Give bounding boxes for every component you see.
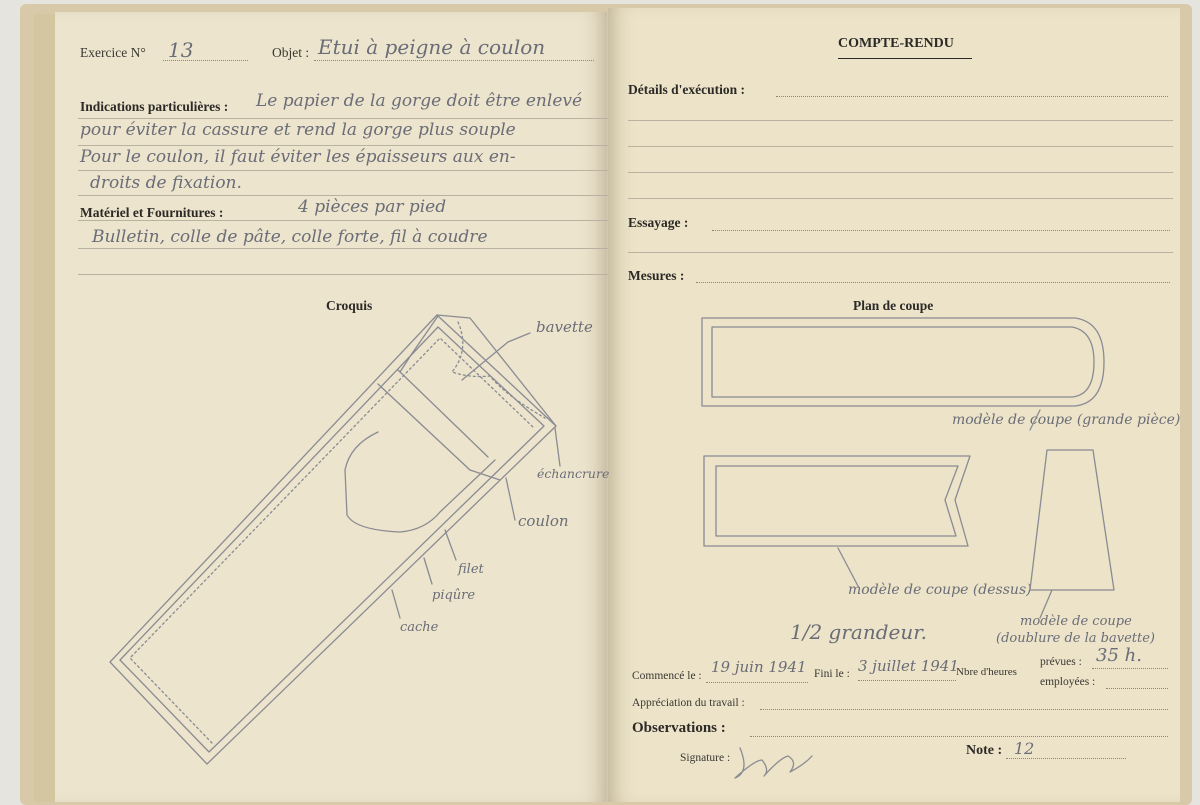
object-value: Etui à peigne à coulon — [318, 35, 546, 59]
materiel-line-1: 4 pièces par pied — [298, 197, 447, 217]
exercise-number: 13 — [168, 38, 194, 62]
plan-de-coupe-label: Plan de coupe — [853, 298, 934, 313]
exercise-label: Exercice N° — [80, 45, 146, 60]
dessus-piece-sketch — [704, 456, 970, 586]
essayage-label: Essayage : — [628, 215, 689, 230]
fini-value: 3 juillet 1941 — [858, 657, 959, 675]
commence-value: 19 juin 1941 — [711, 658, 807, 676]
indications-line-2: pour éviter la cassure et rend la gorge plus souple — [80, 120, 516, 140]
doublure-piece-sketch — [1030, 450, 1114, 618]
materiel-label: Matériel et Fournitures : — [80, 205, 224, 220]
indications-line-1: Le papier de la gorge doit être enlevé — [256, 91, 583, 111]
fini-label: Fini le : — [814, 668, 850, 680]
observations-label: Observations : — [632, 720, 726, 736]
heures-label: Nbre d'heures — [956, 666, 1017, 678]
croquis-label: Croquis — [326, 298, 373, 313]
details-label: Détails d'exécution : — [628, 82, 745, 97]
label-echancrure: échancrure — [537, 466, 610, 481]
indications-label: Indications particulières : — [80, 99, 229, 114]
label-piqure: piqûre — [432, 588, 476, 603]
note-label: Note : — [966, 743, 1003, 758]
label-filet: filet — [458, 562, 484, 577]
label-bavette: bavette — [536, 318, 593, 336]
label-coulon: coulon — [518, 512, 569, 530]
indications-line-4: droits de fixation. — [90, 173, 242, 193]
prevues-label: prévues : — [1040, 656, 1082, 668]
piece-label-dessus: modèle de coupe (dessus) — [848, 582, 1032, 598]
piece-label-doublure-1: modèle de coupe — [1020, 614, 1132, 629]
signature-label: Signature : — [680, 752, 731, 764]
object-label: Objet : — [272, 45, 310, 60]
mesures-label: Mesures : — [628, 268, 685, 283]
indications-line-3: Pour le coulon, il faut éviter les épaisseurs aux en- — [80, 147, 516, 167]
commence-label: Commencé le : — [632, 670, 702, 682]
large-piece-sketch — [702, 318, 1104, 430]
label-cache: cache — [400, 620, 439, 635]
piece-label-grande: modèle de coupe (grande pièce) — [952, 412, 1181, 428]
note-value: 12 — [1014, 739, 1035, 758]
prevues-value: 35 h. — [1096, 645, 1142, 666]
compte-rendu-title: COMPTE-RENDU — [838, 36, 954, 51]
employees-label: employées : — [1040, 676, 1096, 688]
appreciation-label: Appréciation du travail : — [632, 697, 745, 709]
comb-case-sketch — [110, 315, 560, 764]
piece-label-doublure-2: (doublure de la bavette) — [996, 631, 1155, 646]
materiel-line-2: Bulletin, colle de pâte, colle forte, fil à coudre — [92, 227, 488, 247]
scale-note: 1/2 grandeur. — [790, 620, 927, 644]
signature-scribble — [735, 748, 812, 778]
